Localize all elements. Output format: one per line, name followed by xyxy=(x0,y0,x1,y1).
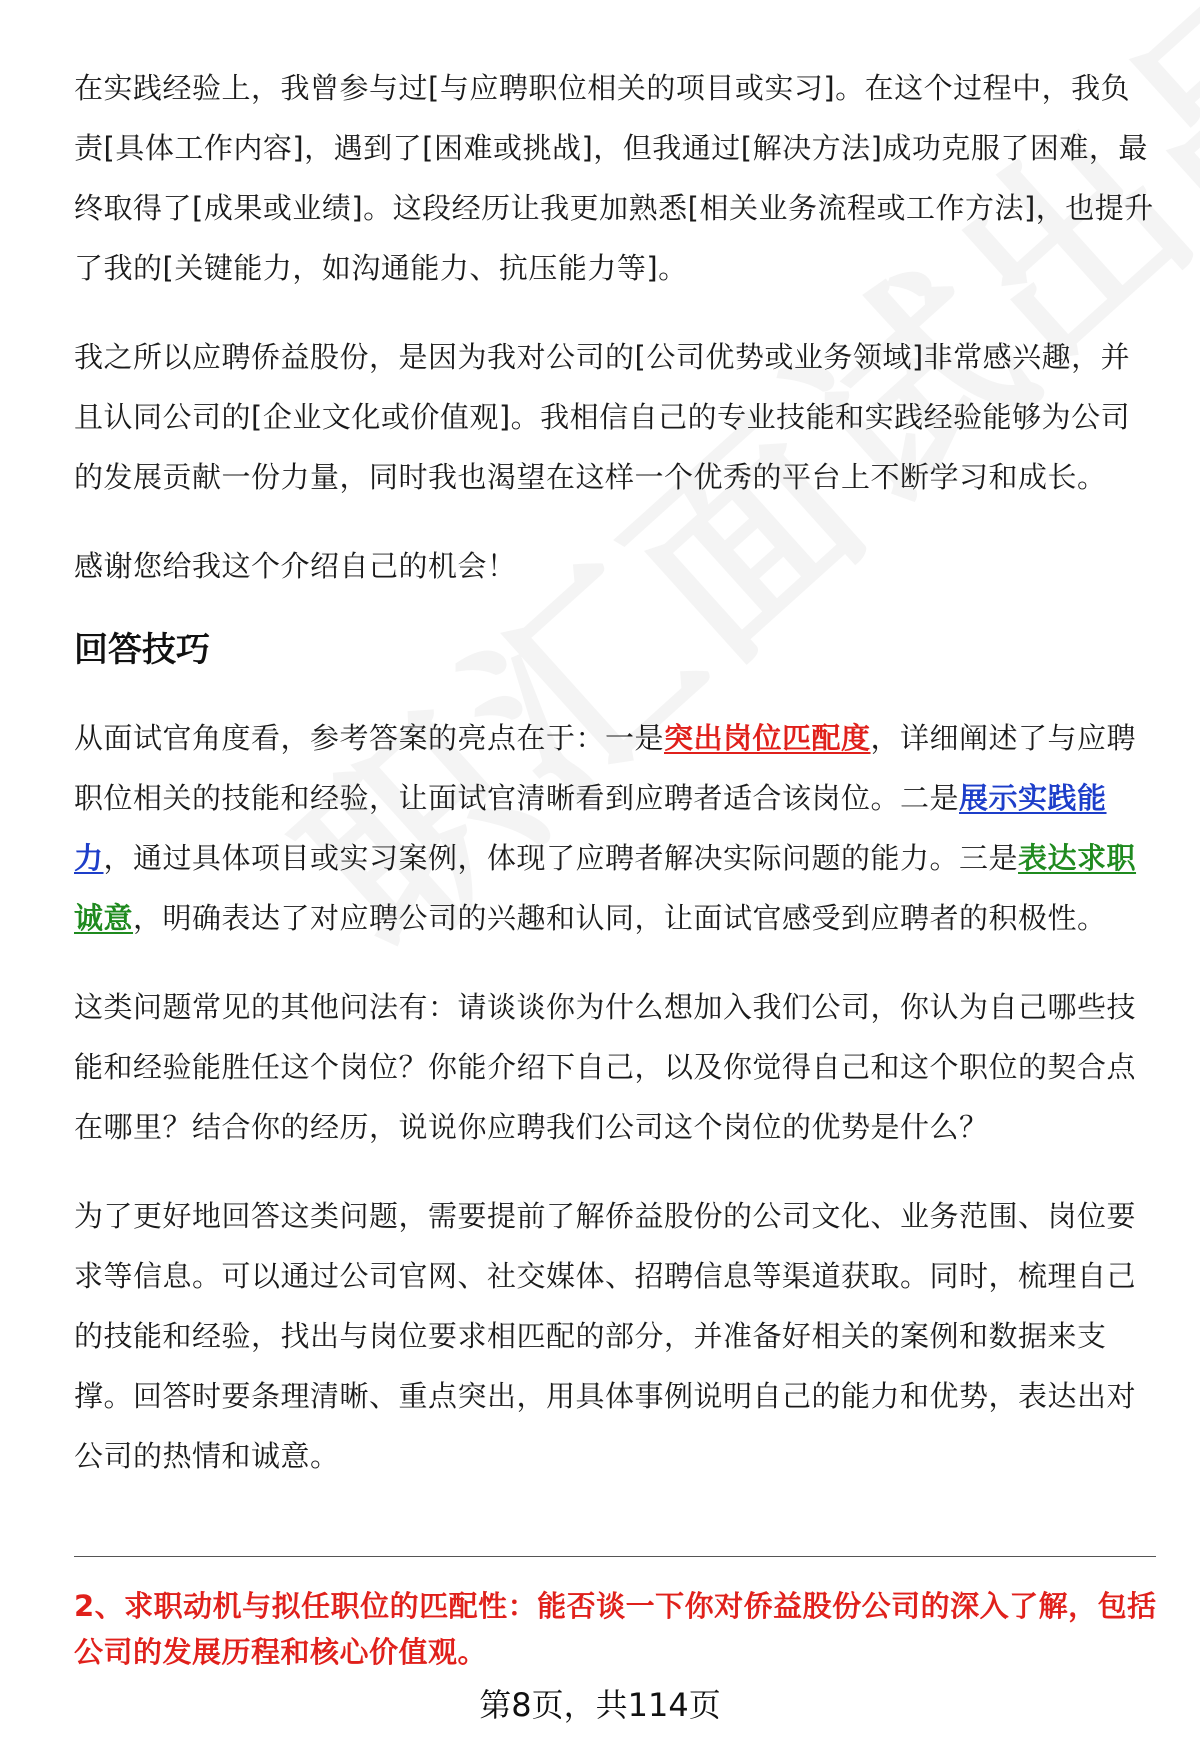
next-question: 2、求职动机与拟任职位的匹配性：能否谈一下你对侨益股份公司的深入了解，包括公司的发展历程和核心价值观。 xyxy=(74,1589,1157,1669)
answer-paragraph-thanks: 感谢您给我这个介绍自己的机会！ xyxy=(74,549,517,583)
tips-text: ，明确表达了对应聘公司的兴趣和认同，让面试官感受到应聘者的积极性。 xyxy=(133,901,1107,935)
tips-text: ，详细阐述了与应聘职位相关的技能和经验，让面试官清晰看到应聘者适合该岗位。二是 xyxy=(74,721,1137,815)
answer-paragraph-motivation: 我之所以应聘侨益股份，是因为我对公司的[公司优势或业务领域]非常感兴趣，并且认同公司的[企业文化或价值观]。我相信自己的专业技能和实践经验能够为公司的发展贡献一份力量，同时我也渴望在这样一个优秀的平台上不断学习和成长。 xyxy=(74,340,1131,494)
page-number: 第8页，共114页 xyxy=(479,1686,721,1724)
page-content xyxy=(74,58,1159,1515)
tips-text: ，通过具体项目或实习案例，体现了应聘者解决实际问题的能力。三是 xyxy=(103,841,1019,875)
highlight-job-match: 突出岗位匹配度 xyxy=(664,721,871,755)
tips-text: 从面试官角度看，参考答案的亮点在于：一是 xyxy=(74,721,665,755)
tips-paragraph-variants: 这类问题常见的其他问法有：请谈谈你为什么想加入我们公司，你认为自己哪些技能和经验能胜任这个岗位？你能介绍下自己，以及你觉得自己和这个职位的契合点在哪里？结合你的经历，说说你应聘我们公司这个岗位的优势是什么？ xyxy=(74,990,1137,1144)
highlight-sincerity: 表达求职诚意 xyxy=(74,841,1137,935)
section-title: 回答技巧 xyxy=(74,630,210,670)
divider xyxy=(74,1556,1156,1557)
tips-paragraph-preparation: 为了更好地回答这类问题，需要提前了解侨益股份的公司文化、业务范围、岗位要求等信息。可以通过公司官网、社交媒体、招聘信息等渠道获取。同时，梳理自己的技能和经验，找出与岗位要求相匹配的部分，并准备好相关的案例和数据来支撑。回答时要条理清晰、重点突出，用具体事例说明自己的能力和优势，表达出对公司的热情和诚意。 xyxy=(74,1199,1137,1473)
answer-paragraph-experience: 在实践经验上，我曾参与过[与应聘职位相关的项目或实习]。在这个过程中，我负责[具体工作内容]，遇到了[困难或挑战]，但我通过[解决方法]成功克服了困难，最终取得了[成果或业绩]。这段经历让我更加熟悉[相关业务流程或工作方法]，也提升了我的[关键能力，如沟通能力、抗压能力等]。 xyxy=(74,71,1154,285)
highlight-practical-ability: 展示实践能力 xyxy=(74,781,1107,875)
tips-paragraph-highlights xyxy=(74,708,1159,948)
